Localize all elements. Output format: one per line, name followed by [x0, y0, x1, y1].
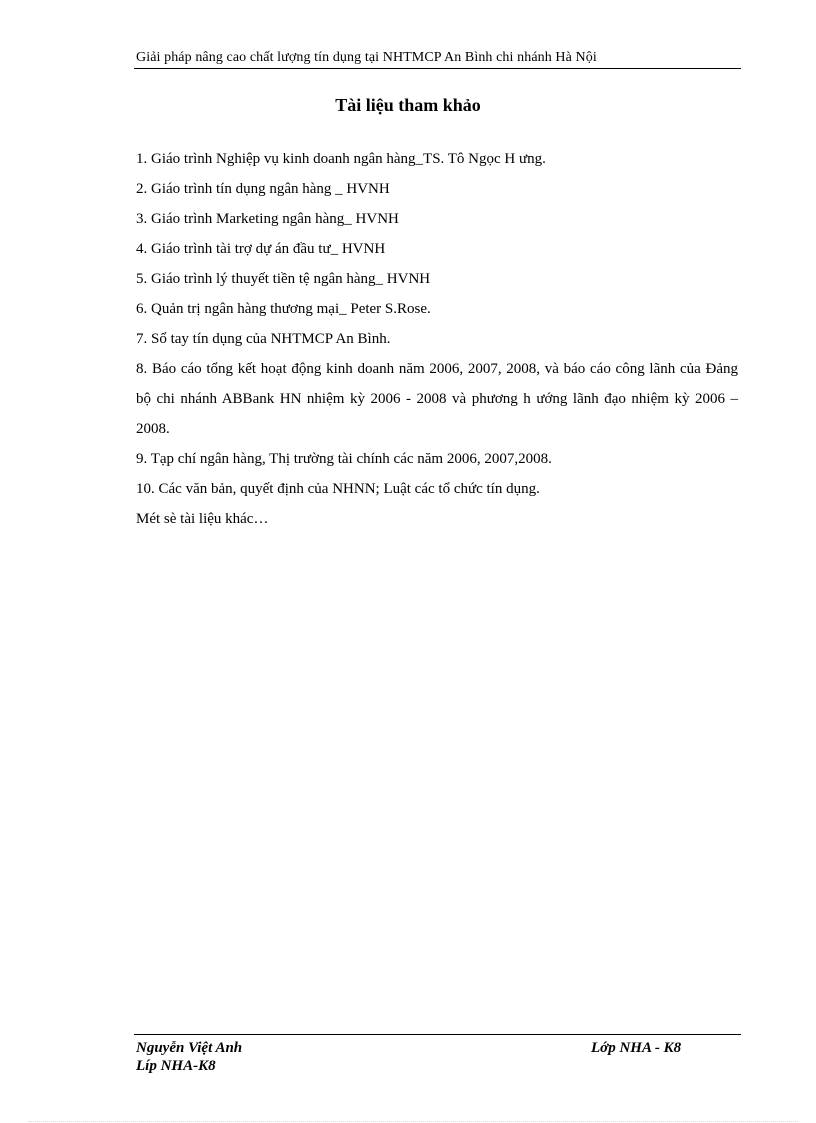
reference-list: [136, 144, 738, 534]
reference-item-2: 2. Giáo trình tín dụng ngân hàng _ HVNH: [136, 181, 390, 197]
footer-divider: [134, 1034, 741, 1035]
page-bottom-edge: [28, 1121, 798, 1122]
reference-item-9: 9. Tạp chí ngân hàng, Thị trường tài chính các năm 2006, 2007,2008.: [136, 451, 552, 467]
reference-item-10: 10. Các văn bản, quyết định của NHNN; Luật các tổ chức tín dụng.: [136, 481, 540, 497]
reference-item-8: 8. Báo cáo tổng kết hoạt động kinh doanh năm 2006, 2007, 2008, và báo cáo công lãnh của Đảng bộ chi nhánh ABBank HN nhiệm kỳ 2006 - 2008 và phương h ướng lãnh đạo nhiệm kỳ 2006 – 2008.: [136, 361, 738, 437]
reference-item-4: 4. Giáo trình tài trợ dự án đầu tư_ HVNH: [136, 241, 386, 257]
reference-item-3: 3. Giáo trình Marketing ngân hàng_ HVNH: [136, 211, 399, 227]
reference-item-5: 5. Giáo trình lý thuyết tiền tệ ngân hàng_ HVNH: [136, 271, 431, 287]
reference-item-6: 6. Quản trị ngân hàng thương mại_ Peter S.Rose.: [136, 301, 431, 317]
reference-item-7: 7. Sổ tay tín dụng của NHTMCP An Bình.: [136, 331, 391, 347]
header-divider: [134, 68, 741, 69]
footer-class-right: Lớp NHA - K8: [591, 1040, 682, 1056]
page-header-title: Giải pháp nâng cao chất lượng tín dụng tại NHTMCP An Bình chi nhánh Hà Nội: [136, 50, 597, 65]
references-heading: Tài liệu tham khảo: [335, 95, 481, 115]
reference-item-1: 1. Giáo trình Nghiệp vụ kinh doanh ngân hàng_TS. Tô Ngọc H ưng.: [136, 151, 546, 167]
reference-item-other: Mét sè tài liệu khác…: [136, 511, 269, 527]
footer-author: Nguyễn Việt Anh: [136, 1040, 243, 1056]
footer-class-left: Líp NHA-K8: [136, 1058, 216, 1074]
